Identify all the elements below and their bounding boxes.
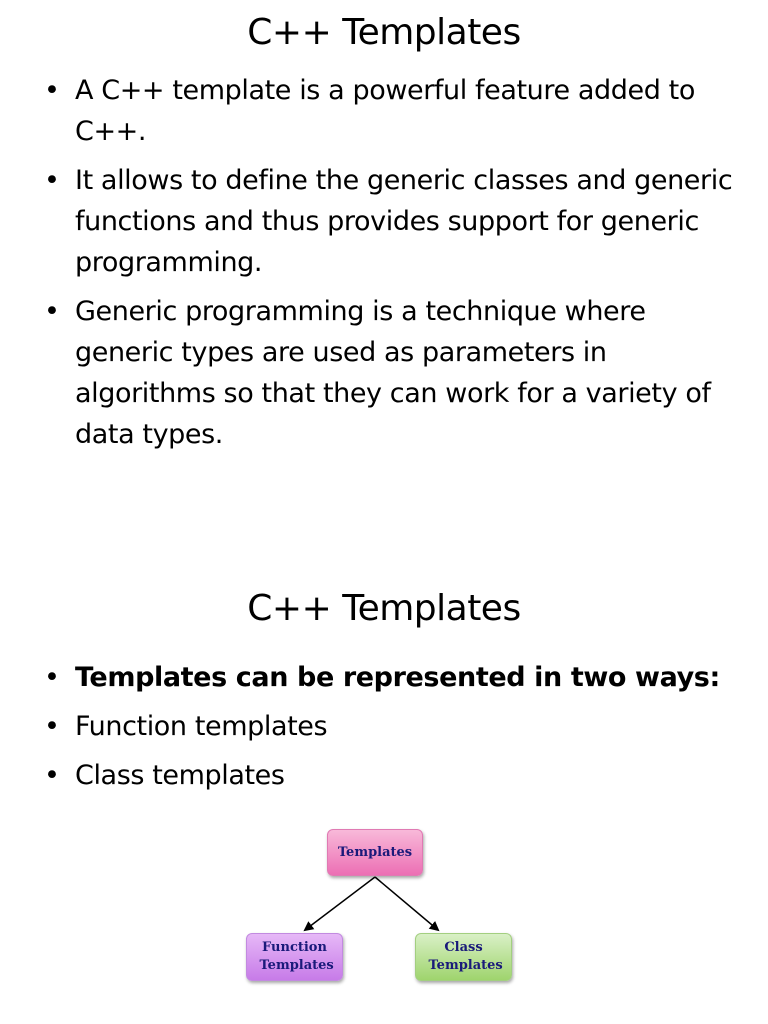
class-templates-node-label: Class Templates [428,940,503,973]
arrow-to-function [305,877,375,930]
list-item [44,657,734,698]
bullet-text: A C++ template is a powerful feature added to C++. [75,75,695,147]
class-templates-node [415,933,512,981]
slide2-bullet-list [44,657,734,804]
function-templates-node-label: Function Templates [259,940,334,973]
list-item [44,291,734,455]
bullet-text: Class templates [75,760,285,791]
slide1-bullet-list [44,70,734,463]
templates-node-label: Templates [337,844,413,860]
templates-node [327,829,423,876]
bullet-icon: • [44,760,60,791]
bullet-text: It allows to define the generic classes and generic functions and thus provides support for generic programming. [75,165,733,278]
slide2-title: C++ Templates [247,588,521,629]
bullet-text: Generic programming is a technique where generic types are used as parameters in algorithms so that they can work for a variety of data types. [75,296,711,450]
bullet-icon: • [44,662,60,693]
bullet-icon: • [44,75,60,106]
list-item [44,160,734,283]
slide1-title: C++ Templates [247,12,521,53]
list-item [44,755,734,796]
list-item [44,706,734,747]
arrow-to-class [375,877,438,930]
bullet-icon: • [44,296,60,327]
function-templates-node [246,933,343,981]
bullet-text: Templates can be represented in two ways: [75,662,720,693]
list-item [44,70,734,152]
bullet-icon: • [44,165,60,196]
bullet-text: Function templates [75,711,328,742]
bullet-icon: • [44,711,60,742]
